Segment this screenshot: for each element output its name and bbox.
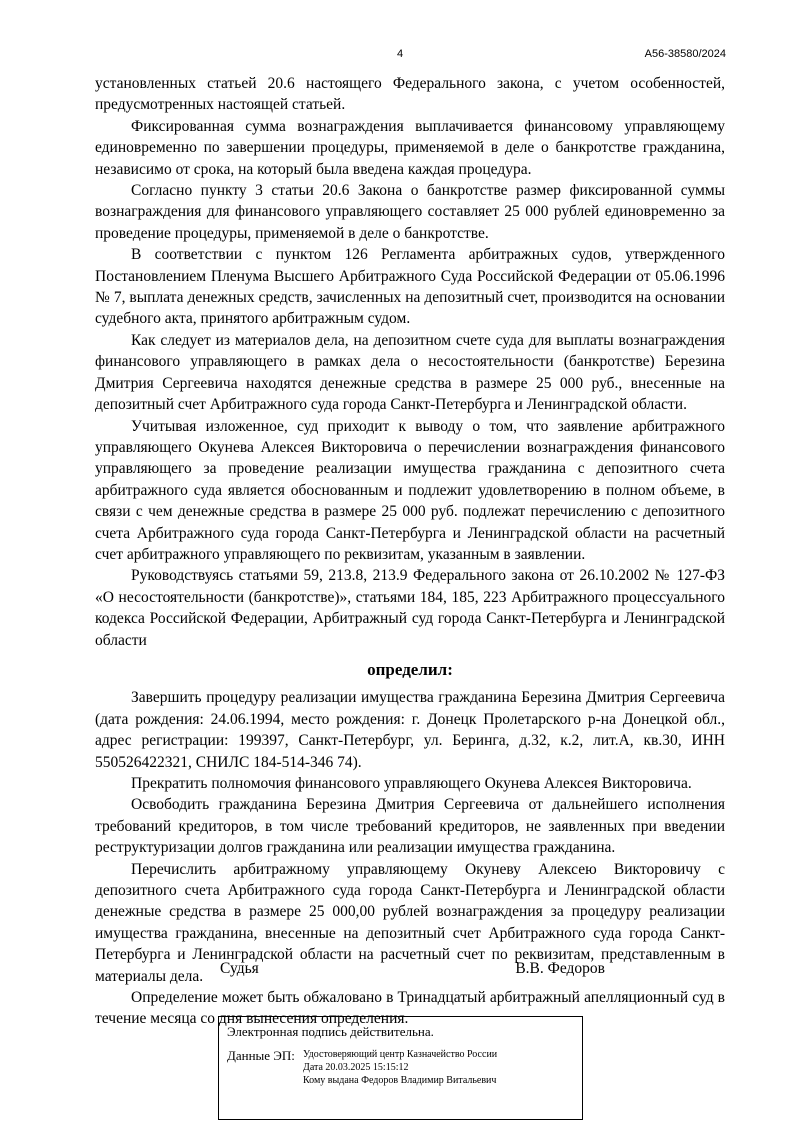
resolution-heading: определил: — [367, 659, 453, 679]
signature-block — [220, 960, 605, 978]
signature-data-label: Данные ЭП: — [227, 1048, 295, 1063]
signature-details — [303, 1048, 497, 1087]
resolution-paragraph: Освободить гражданина Березина Дмитрия Сергеевича от дальнейшего исполнения требований кредиторов, в том числе требований кредиторов, не заявленных при введении реструктуризации долгов гражданина или реализации имущества гражданина. — [95, 796, 725, 857]
signature-date: Дата 20.03.2025 15:15:12 — [303, 1062, 409, 1073]
signature-data-row — [227, 1048, 574, 1087]
resolution-paragraph: Прекратить полномочия финансового управляющего Окунева Алексея Викторовича. — [131, 775, 692, 792]
paragraph: Согласно пункту 3 статьи 20.6 Закона о банкротстве размер фиксированной суммы вознаграждения для финансового управляющего составляет 25 000 рублей единовременно за проведение процедуры, применяемой в деле о банкротстве. — [95, 182, 725, 242]
paragraph: Фиксированная сумма вознаграждения выплачивается финансовому управляющему единовременно по завершении процедуры, применяемой в деле о банкротстве гражданина, независимо от срока, на который была введена каждая процедура. — [95, 117, 725, 178]
judge-name: В.В. Федоров — [515, 960, 605, 977]
resolution-paragraph: Перечислить арбитражному управляющему Окуневу Алексею Викторовичу с депозитного счета Арбитражного суда города Санкт-Петербурга и Ленинградской области денежные средства в размере 25 000,00 рублей вознаграждения за процедуру реализации имущества гражданина, внесенные на депозитный счет Арбитражного суда города Санкт-Петербурга и Ленинградской области на расчетный счет по реквизитам, представленным в материалы дела. — [95, 860, 725, 985]
paragraph: Как следует из материалов дела, на депозитном счете суда для выплаты вознаграждения финансового управляющего в рамках дела о несостоятельности (банкротстве) Березина Дмитрия Сергеевича находятся денежные средства в размере 25 000 руб., внесенные на депозитный счет Арбитражного суда города Санкт-Петербурга и Ленинградской области. — [95, 331, 725, 414]
paragraph: Руководствуясь статьями 59, 213.8, 213.9 Федерального закона от 26.10.2002 № 127-ФЗ «О несостоятельности (банкротстве)», статьями 184, 185, 223 Арбитражного процессуального кодекса Российской Федерации, Арбитражный суд города Санкт-Петербурга и Ленинградской области — [95, 567, 725, 649]
signature-status: Электронная подпись действительна. — [227, 1024, 434, 1039]
certificate-center: Удостоверяющий центр Казначейство России — [303, 1049, 498, 1060]
document-body — [95, 73, 725, 1030]
judge-title: Судья — [220, 960, 259, 977]
electronic-signature-stamp — [218, 1016, 583, 1120]
page-number: 4 — [396, 48, 404, 60]
resolution-paragraph: Завершить процедуру реализации имущества гражданина Березина Дмитрия Сергеевича (дата рождения: 24.06.1994, место рождения: г. Донецк Пролетарского р-на Донецкой обл., адрес регистрации: 199397, Санкт-Петербург, ул. Беринга, д.32, к.2, лит.А, кв.30, ИНН 550526422321, СНИЛС 184-514-346 74). — [95, 689, 725, 771]
paragraph: Учитывая изложенное, суд приходит к выводу о том, что заявление арбитражного управляющего Окунева Алексея Викторовича о перечислении вознаграждения финансового управляющего за проведение реализации имущества гражданина с депозитного счета арбитражного суда является обоснованным и подлежит удовлетворению в полном объеме, в связи с чем денежные средства в размере 25 000 руб. подлежат перечислению с депозитного счета Арбитражного суда города Санкт-Петербурга и Ленинградской области на расчетный счет арбитражного управляющего по реквизитам, указанным в заявлении. — [95, 417, 725, 563]
paragraph-continuation: установленных статьей 20.6 настоящего Федерального закона, с учетом особенностей, предусмотренных настоящей статьей. — [95, 75, 725, 114]
case-number: А56-38580/2024 — [644, 48, 726, 60]
resolution-paragraph: Определение может быть обжаловано в Тринадцатый арбитражный апелляционный суд в течение месяца со дня вынесения определения. — [95, 989, 725, 1028]
paragraph: В соответствии с пунктом 126 Регламента арбитражных судов, утвержденного Постановлением Пленума Высшего Арбитражного Суда Российской Федерации от 05.06.1996 № 7, выплата денежных средств, зачисленных на депозитный счет, производится на основании судебного акта, принятого арбитражным судом. — [95, 246, 725, 328]
certificate-owner: Кому выдана Федоров Владимир Витальевич — [303, 1075, 497, 1086]
